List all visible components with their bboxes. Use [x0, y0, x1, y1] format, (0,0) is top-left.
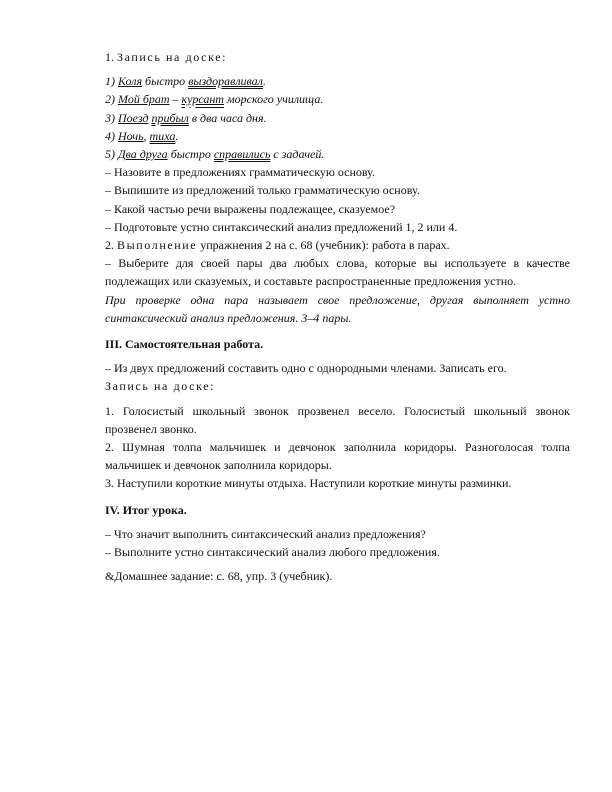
sentence-text: –: [169, 92, 182, 107]
section-3-task: – Из двух предложений составить одно с однородными членами. Записать его.: [105, 361, 507, 376]
section-4-question: – Что значит выполнить синтаксический анализ предложения?: [105, 526, 426, 541]
sentence-text: ,: [143, 128, 150, 143]
sentence-text: .: [262, 74, 266, 89]
sentence-text: морского училища.: [223, 92, 324, 107]
exercise-task: – Выберите для своей пары два любых слова, которые вы используете в качестве подлежащих или сказуемых, и составьте распространенные предложения устно.: [105, 256, 570, 289]
question-item: – Выпишите из предложений только грамматическую основу.: [105, 183, 420, 198]
board-heading: [88, 48, 570, 66]
exercise-number: 2.: [105, 238, 114, 253]
spacer: [88, 327, 570, 335]
board-sentence: [105, 90, 570, 108]
section-3-item: 2. Шумная толпа мальчишек и девчонок заполнила коридоры. Разноголосая толпа мальчишек и девчонок заполнила коридоры.: [105, 440, 570, 473]
sentence-number: 4): [105, 128, 118, 143]
subject-word: Коля: [118, 74, 143, 89]
intro-number: 1.: [105, 50, 114, 64]
question-item: – Подготовьте устно синтаксический анализ предложений 1, 2 или 4.: [105, 219, 458, 234]
board-sentence: [105, 127, 570, 145]
sentence-number: 1): [105, 74, 118, 89]
predicate-word: справились: [213, 147, 271, 162]
predicate-word: выздоравливал: [188, 74, 263, 89]
spacer: [88, 493, 570, 501]
exercise-text: упражнения 2 на с. 68 (учебник): работа в парах.: [197, 238, 450, 253]
predicate-word: прибыл: [151, 110, 189, 125]
section-4-question: – Выполните устно синтаксический анализ любого предложения.: [105, 545, 440, 560]
subject-word: Два друга: [118, 147, 168, 162]
sentence-text: быстро: [167, 147, 214, 162]
subject-word: Ночь: [118, 128, 144, 143]
lesson-content: [88, 48, 570, 585]
section-3-item: 1. Голосистый школьный звонок прозвенел весело. Голосистый школьный звонок прозвенел звонко.: [105, 403, 570, 436]
board-sentence: [105, 145, 570, 163]
question-item: – Назовите в предложениях грамматическую основу.: [105, 165, 375, 180]
sentence-text: быстро: [142, 74, 189, 89]
section-3-item: 3. Наступили короткие минуты отдыха. Наступили короткие минуты разминки.: [105, 476, 512, 491]
sentence-number: 3): [105, 110, 118, 125]
sentence-number: 2): [105, 92, 118, 107]
board-sentence: [105, 109, 570, 127]
board-sentence: [105, 72, 570, 90]
sentence-text: в два часа дня.: [188, 110, 267, 125]
sentence-text: .: [175, 128, 179, 143]
question-item: – Какой частью речи выражены подлежащее, сказуемое?: [105, 201, 396, 216]
subject-word: Мой брат: [118, 92, 170, 107]
exercise-note: При проверке одна пара называет свое предложение, другая выполняет устно синтаксический анализ предложения. 3–4 пары.: [105, 292, 570, 325]
section-4-title: IV. Итог урока.: [105, 502, 187, 517]
homework: &Домашнее задание: с. 68, упр. 3 (учебник).: [105, 569, 333, 584]
exercise-label: Выполнение: [117, 238, 198, 253]
section-3-title: III. Самостоятельная работа.: [105, 337, 264, 352]
section-3-board-label: Запись на доске:: [105, 379, 216, 394]
board-sentences: [88, 72, 570, 163]
sentence-text: с задачей.: [270, 147, 325, 162]
exercise-heading: [88, 236, 570, 254]
predicate-word: курсант: [181, 92, 224, 107]
subject-word: Поезд: [118, 110, 149, 125]
predicate-word: тиха: [149, 128, 176, 143]
intro-label: Запись на доске:: [117, 50, 228, 64]
questions-block: [88, 163, 570, 236]
sentence-number: 5): [105, 147, 118, 162]
